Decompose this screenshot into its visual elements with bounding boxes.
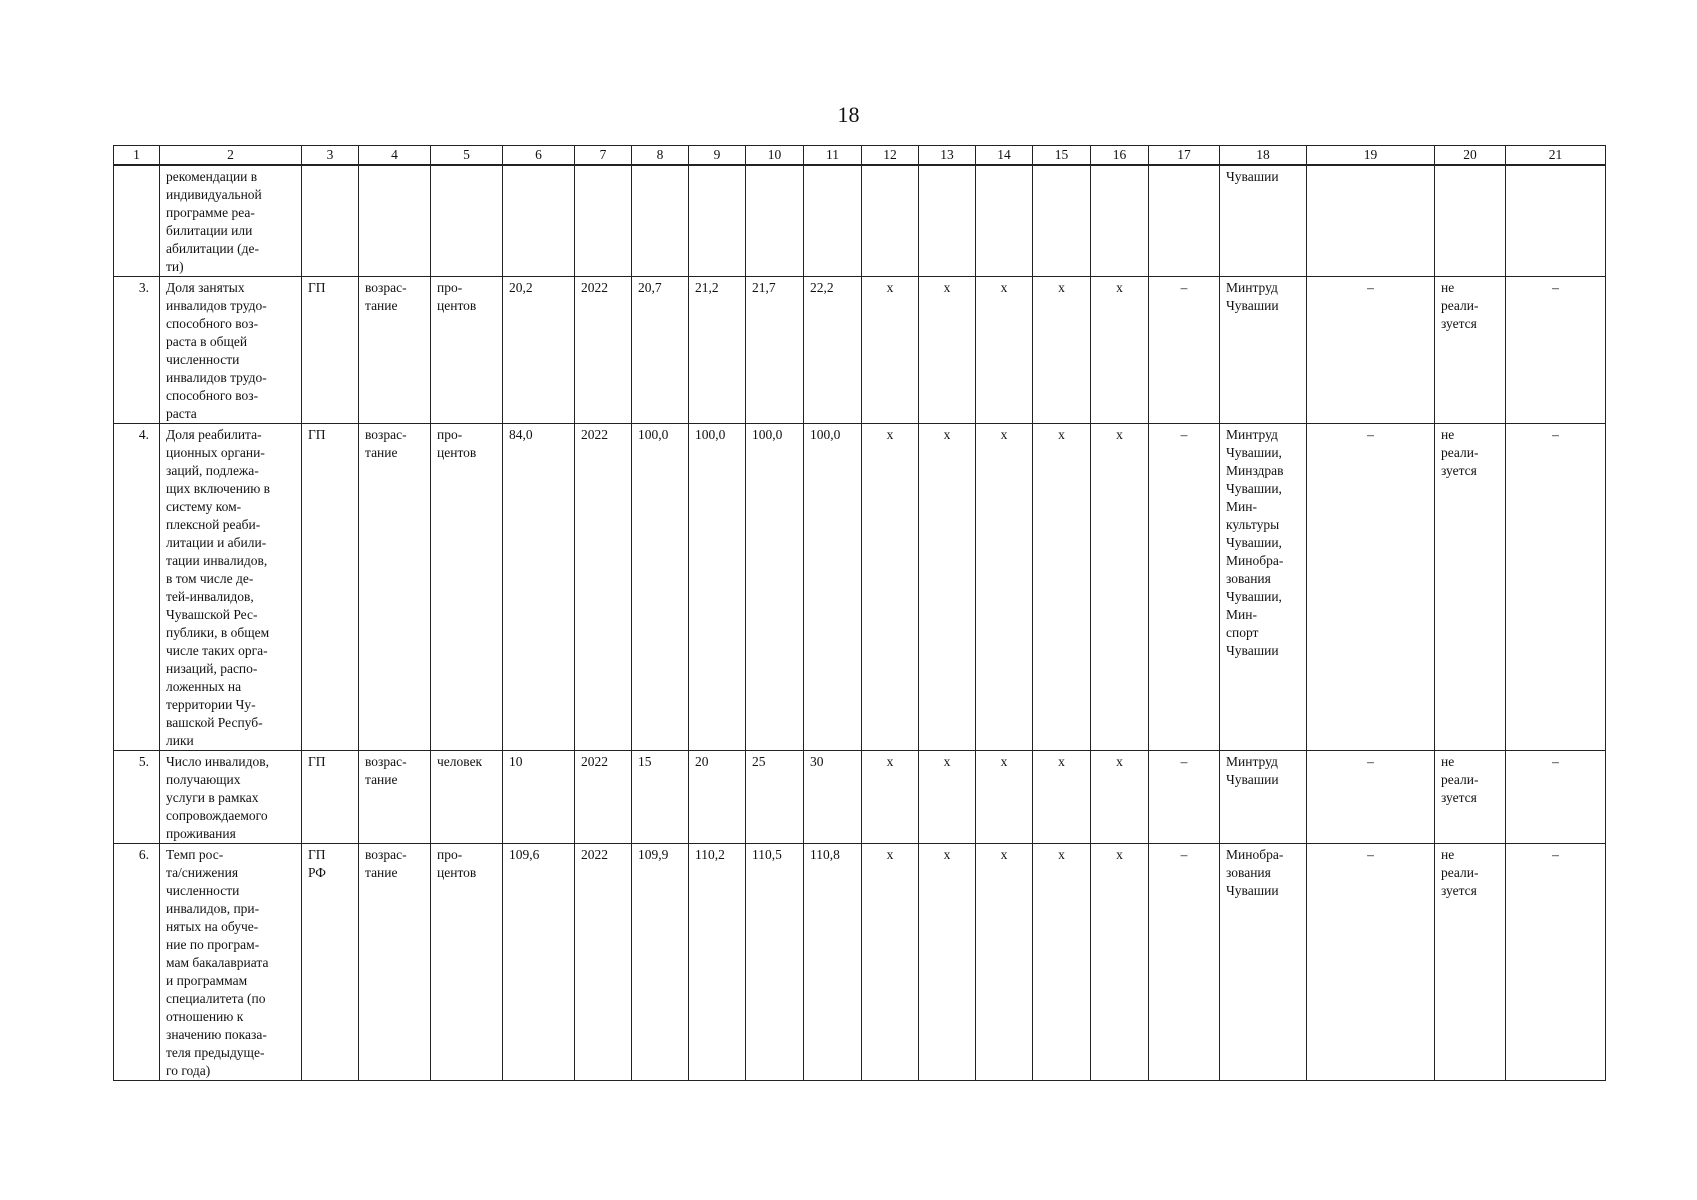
value-v14: x: [976, 844, 1033, 1081]
column-number-18: 18: [1220, 146, 1307, 166]
column-number-7: 7: [575, 146, 632, 166]
indicator-name-line: нятых на обуче-: [166, 919, 259, 934]
indicator-name-line: мам бакалавриата: [166, 955, 269, 970]
direction-line: тание: [365, 445, 398, 460]
base-year: [575, 165, 632, 277]
value-v12: [862, 165, 919, 277]
col-21: –: [1506, 751, 1606, 844]
unit: [431, 165, 503, 277]
unit: [431, 844, 503, 1081]
indicator-name: [160, 424, 302, 751]
table-row: [114, 165, 1606, 277]
responsible-line: Чувашии: [1226, 883, 1279, 898]
indicator-name-line: Число инвалидов,: [166, 754, 269, 769]
indicator-type-line: ГП: [308, 847, 326, 862]
col-20-line: не: [1441, 427, 1455, 442]
col-19: –: [1307, 751, 1435, 844]
col-20: [1435, 424, 1506, 751]
col-21: [1506, 165, 1606, 277]
indicator-name-line: литации и абили-: [166, 535, 267, 550]
responsible-line: зования: [1226, 571, 1271, 586]
col-20-line: не: [1441, 280, 1455, 295]
indicators-table: [113, 145, 1606, 1081]
row-number: 3.: [114, 277, 160, 424]
value-v9: [689, 165, 746, 277]
table-body: [114, 165, 1606, 1081]
col-20-line: не: [1441, 754, 1455, 769]
column-number-9: 9: [689, 146, 746, 166]
value-v17: –: [1149, 277, 1220, 424]
col-21: –: [1506, 844, 1606, 1081]
row-number: 4.: [114, 424, 160, 751]
unit-line: про-: [437, 847, 463, 862]
value-v8: [632, 165, 689, 277]
value-v13: x: [919, 751, 976, 844]
base-year: 2022: [575, 424, 632, 751]
indicator-name-line: го года): [166, 1063, 211, 1078]
column-number-21: 21: [1506, 146, 1606, 166]
col-20-line: зуется: [1441, 316, 1477, 331]
responsible-line: зования: [1226, 865, 1271, 880]
direction: [359, 751, 431, 844]
indicator-name-line: территории Чу-: [166, 697, 256, 712]
responsible: [1220, 277, 1307, 424]
table-row: [114, 751, 1606, 844]
unit-line: центов: [437, 865, 477, 880]
indicator-name-line: теля предыдуще-: [166, 1045, 265, 1060]
responsible-line: Минтруд: [1226, 754, 1278, 769]
col-20-line: зуется: [1441, 463, 1477, 478]
indicator-name-line: щих включению в: [166, 481, 271, 496]
base-year: 2022: [575, 844, 632, 1081]
indicator-name-line: числе таких орга-: [166, 643, 268, 658]
value-v16: x: [1091, 277, 1149, 424]
indicator-name-line: рекомендации в: [166, 169, 258, 184]
direction-line: возрас-: [365, 280, 407, 295]
indicator-name-line: ционных органи-: [166, 445, 265, 460]
direction-line: возрас-: [365, 754, 407, 769]
indicator-type: ГП: [302, 751, 359, 844]
direction-line: возрас-: [365, 427, 407, 442]
direction: [359, 165, 431, 277]
value-v12: x: [862, 844, 919, 1081]
responsible-line: спорт: [1226, 625, 1259, 640]
indicator-name-line: билитации или: [166, 223, 253, 238]
value-v15: x: [1033, 751, 1091, 844]
col-20-line: реали-: [1441, 772, 1479, 787]
column-number-20: 20: [1435, 146, 1506, 166]
indicator-name: [160, 844, 302, 1081]
col-20-line: не: [1441, 847, 1455, 862]
value-v13: [919, 165, 976, 277]
indicator-name-line: систему ком-: [166, 499, 242, 514]
col-19: [1307, 165, 1435, 277]
value-v10: [746, 165, 804, 277]
value-v16: x: [1091, 751, 1149, 844]
value-v9: 100,0: [689, 424, 746, 751]
indicator-name-line: тации инвалидов,: [166, 553, 268, 568]
base-value: [503, 165, 575, 277]
value-v10: 110,5: [746, 844, 804, 1081]
col-20-line: реали-: [1441, 865, 1479, 880]
value-v16: [1091, 165, 1149, 277]
value-v13: x: [919, 424, 976, 751]
value-v11: 22,2: [804, 277, 862, 424]
col-21: –: [1506, 277, 1606, 424]
page-number: 18: [837, 102, 860, 127]
indicator-name-line: низаций, распо-: [166, 661, 258, 676]
responsible-line: Минтруд: [1226, 280, 1278, 295]
value-v11: 30: [804, 751, 862, 844]
direction: [359, 277, 431, 424]
indicator-name-line: получающих: [166, 772, 241, 787]
base-value: 20,2: [503, 277, 575, 424]
responsible-line: Чувашии: [1226, 772, 1279, 787]
value-v12: x: [862, 277, 919, 424]
value-v17: [1149, 165, 1220, 277]
col-20: [1435, 277, 1506, 424]
responsible-line: Чувашии,: [1226, 445, 1282, 460]
responsible: [1220, 751, 1307, 844]
responsible-line: Минобра-: [1226, 847, 1284, 862]
indicator-name-line: численности: [166, 352, 240, 367]
direction: [359, 844, 431, 1081]
value-v15: x: [1033, 844, 1091, 1081]
indicator-name-line: индивидуальной: [166, 187, 262, 202]
unit: [431, 424, 503, 751]
value-v14: x: [976, 751, 1033, 844]
direction-line: возрас-: [365, 847, 407, 862]
value-v14: x: [976, 424, 1033, 751]
responsible-line: культуры: [1226, 517, 1280, 532]
value-v17: –: [1149, 424, 1220, 751]
base-value: 10: [503, 751, 575, 844]
indicator-name-line: Чувашской Рес-: [166, 607, 258, 622]
value-v16: x: [1091, 424, 1149, 751]
responsible-line: Чувашии,: [1226, 589, 1282, 604]
value-v15: x: [1033, 424, 1091, 751]
indicator-name: [160, 277, 302, 424]
value-v12: x: [862, 424, 919, 751]
responsible-line: Чувашии: [1226, 169, 1279, 184]
indicator-name-line: значению показа-: [166, 1027, 267, 1042]
indicator-name-line: ложенных на: [166, 679, 242, 694]
indicator-type: ГП: [302, 424, 359, 751]
value-v12: x: [862, 751, 919, 844]
indicator-name: [160, 165, 302, 277]
indicator-name-line: услуги в рамках: [166, 790, 259, 805]
value-v9: 21,2: [689, 277, 746, 424]
unit: [431, 277, 503, 424]
unit-line: центов: [437, 445, 477, 460]
indicator-name-line: способного воз-: [166, 388, 259, 403]
column-number-row: [114, 146, 1606, 166]
direction-line: тание: [365, 772, 398, 787]
indicator-name-line: специалитета (по: [166, 991, 266, 1006]
column-number-17: 17: [1149, 146, 1220, 166]
indicator-type: [302, 844, 359, 1081]
value-v17: –: [1149, 751, 1220, 844]
col-20-line: зуется: [1441, 790, 1477, 805]
col-20-line: реали-: [1441, 298, 1479, 313]
value-v16: x: [1091, 844, 1149, 1081]
responsible: [1220, 165, 1307, 277]
indicator-type: [302, 165, 359, 277]
indicator-name: [160, 751, 302, 844]
responsible-line: Чувашии,: [1226, 481, 1282, 496]
base-value: 109,6: [503, 844, 575, 1081]
value-v11: 110,8: [804, 844, 862, 1081]
value-v8: 100,0: [632, 424, 689, 751]
indicator-name-line: проживания: [166, 826, 236, 841]
column-number-10: 10: [746, 146, 804, 166]
unit-line: центов: [437, 298, 477, 313]
responsible-line: Чувашии,: [1226, 535, 1282, 550]
indicator-name-line: и программам: [166, 973, 248, 988]
unit: человек: [431, 751, 503, 844]
indicator-name-line: программе реа-: [166, 205, 255, 220]
value-v8: 15: [632, 751, 689, 844]
column-number-1: 1: [114, 146, 160, 166]
column-number-15: 15: [1033, 146, 1091, 166]
indicator-name-line: Темп рос-: [166, 847, 224, 862]
responsible-line: Мин-: [1226, 499, 1257, 514]
column-number-2: 2: [160, 146, 302, 166]
base-year: 2022: [575, 277, 632, 424]
indicator-type-line: РФ: [308, 865, 326, 880]
responsible: [1220, 424, 1307, 751]
column-number-4: 4: [359, 146, 431, 166]
column-number-6: 6: [503, 146, 575, 166]
column-number-5: 5: [431, 146, 503, 166]
indicator-name-line: численности: [166, 883, 240, 898]
indicator-name-line: публики, в общем: [166, 625, 270, 640]
responsible-line: Минтруд: [1226, 427, 1278, 442]
indicator-name-line: абилитации (де-: [166, 241, 260, 256]
indicator-name-line: инвалидов трудо-: [166, 370, 267, 385]
value-v13: x: [919, 844, 976, 1081]
col-20-line: реали-: [1441, 445, 1479, 460]
value-v8: 109,9: [632, 844, 689, 1081]
col-20: [1435, 165, 1506, 277]
indicator-name-line: ние по програм-: [166, 937, 260, 952]
value-v15: [1033, 165, 1091, 277]
indicator-name-line: ти): [166, 259, 184, 274]
table-row: [114, 277, 1606, 424]
col-21: –: [1506, 424, 1606, 751]
indicator-name-line: тей-инвалидов,: [166, 589, 254, 604]
base-year: 2022: [575, 751, 632, 844]
column-number-8: 8: [632, 146, 689, 166]
value-v10: 25: [746, 751, 804, 844]
responsible-line: Минобра-: [1226, 553, 1284, 568]
column-number-16: 16: [1091, 146, 1149, 166]
column-number-14: 14: [976, 146, 1033, 166]
base-value: 84,0: [503, 424, 575, 751]
column-number-19: 19: [1307, 146, 1435, 166]
column-number-3: 3: [302, 146, 359, 166]
value-v14: [976, 165, 1033, 277]
col-20: [1435, 844, 1506, 1081]
indicator-name-line: заций, подлежа-: [166, 463, 259, 478]
indicator-name-line: в том числе де-: [166, 571, 254, 586]
col-20: [1435, 751, 1506, 844]
indicator-name-line: лики: [166, 733, 194, 748]
row-number: 5.: [114, 751, 160, 844]
row-number: 6.: [114, 844, 160, 1081]
indicator-type: ГП: [302, 277, 359, 424]
responsible-line: Мин-: [1226, 607, 1257, 622]
row-number: [114, 165, 160, 277]
table-row: [114, 844, 1606, 1081]
indicator-name-line: сопровождаемого: [166, 808, 268, 823]
value-v10: 21,7: [746, 277, 804, 424]
value-v9: 110,2: [689, 844, 746, 1081]
indicator-name-line: раста в общей: [166, 334, 248, 349]
indicator-name-line: отношению к: [166, 1009, 244, 1024]
indicator-name-line: раста: [166, 406, 197, 421]
indicator-name-line: инвалидов трудо-: [166, 298, 267, 313]
value-v8: 20,7: [632, 277, 689, 424]
indicator-name-line: Доля реабилита-: [166, 427, 262, 442]
direction-line: тание: [365, 865, 398, 880]
unit-line: про-: [437, 427, 463, 442]
indicator-name-line: инвалидов, при-: [166, 901, 260, 916]
value-v17: –: [1149, 844, 1220, 1081]
value-v14: x: [976, 277, 1033, 424]
col-19: –: [1307, 424, 1435, 751]
col-19: –: [1307, 844, 1435, 1081]
responsible-line: Чувашии: [1226, 643, 1279, 658]
value-v10: 100,0: [746, 424, 804, 751]
responsible-line: Чувашии: [1226, 298, 1279, 313]
unit-line: про-: [437, 280, 463, 295]
table-row: [114, 424, 1606, 751]
responsible: [1220, 844, 1307, 1081]
column-number-12: 12: [862, 146, 919, 166]
indicator-name-line: вашской Респуб-: [166, 715, 263, 730]
value-v11: [804, 165, 862, 277]
col-20-line: зуется: [1441, 883, 1477, 898]
indicator-name-line: та/снижения: [166, 865, 239, 880]
indicator-name-line: способного воз-: [166, 316, 259, 331]
direction: [359, 424, 431, 751]
indicator-name-line: плексной реаби-: [166, 517, 261, 532]
col-19: –: [1307, 277, 1435, 424]
direction-line: тание: [365, 298, 398, 313]
value-v9: 20: [689, 751, 746, 844]
column-number-13: 13: [919, 146, 976, 166]
value-v11: 100,0: [804, 424, 862, 751]
responsible-line: Минздрав: [1226, 463, 1284, 478]
value-v13: x: [919, 277, 976, 424]
value-v15: x: [1033, 277, 1091, 424]
column-number-11: 11: [804, 146, 862, 166]
indicator-name-line: Доля занятых: [166, 280, 245, 295]
